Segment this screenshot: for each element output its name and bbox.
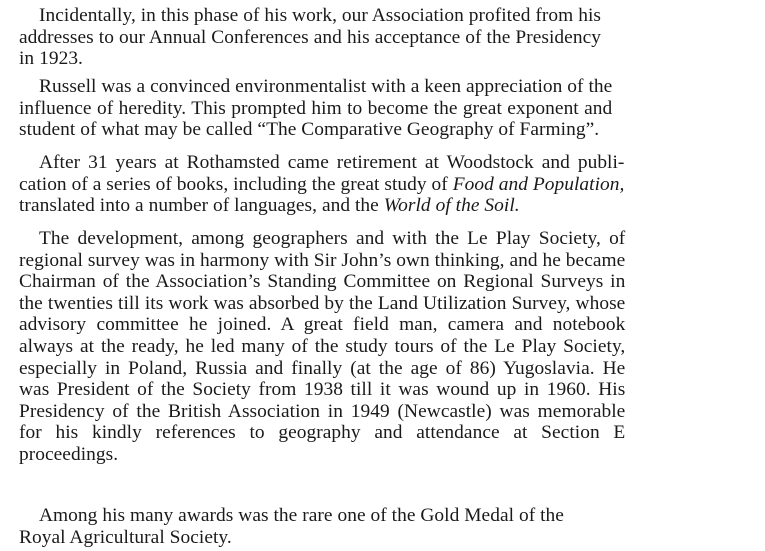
- text-line: was President of the Society from 1938 till it was wound up in 1960. His: [19, 379, 626, 401]
- text-line: proceedings.: [19, 443, 119, 465]
- text-line: the twenties till its work was absorbed by the Land Utilization Survey, whose: [19, 292, 626, 314]
- text-line: influence of heredity. This prompted him to become the great exponent and: [19, 97, 613, 119]
- paragraph-environmentalist: [19, 76, 612, 141]
- book-title-food-and-population: Food and Population,: [452, 173, 625, 195]
- text-line: for his kindly references to geography and attendance at Section E: [19, 422, 626, 444]
- paragraph-awards: [19, 505, 564, 548]
- text-line: regional survey was in harmony with Sir John’s own thinking, and he became: [19, 249, 626, 271]
- text-line: [19, 174, 624, 196]
- text-line: Incidentally, in this phase of his work, our Association profited from his: [39, 5, 601, 26]
- text-line: student of what may be called “The Comparative Geography of Farming”.: [19, 119, 600, 141]
- text-line: Russell was a convinced environmentalist with a keen appreciation of the: [39, 76, 613, 97]
- text-line: Presidency of the British Association in 1949 (Newcastle) was memorable: [19, 400, 626, 422]
- text-line: Royal Agricultural Society.: [19, 526, 232, 548]
- text-line: addresses to our Annual Conferences and his acceptance of the Presidency: [19, 26, 601, 48]
- paragraph-retirement: [19, 152, 624, 217]
- text-line: always at the ready, he led many of the study tours of the Le Play Society,: [19, 335, 626, 357]
- text-line: Among his many awards was the rare one of the Gold Medal of the: [39, 505, 564, 526]
- text-line: [19, 195, 624, 217]
- book-title-world-of-the-soil: World of the Soil.: [383, 195, 520, 217]
- text-line: The development, among geographers and with the Le Play Society, of: [39, 228, 626, 249]
- text-fragment: translated into a number of languages, and the: [19, 195, 384, 217]
- paragraph-presidency: [19, 5, 601, 70]
- text-line: especially in Poland, Russia and finally (at the age of 86) Yugoslavia. He: [19, 357, 626, 379]
- text-line: in 1923.: [19, 48, 83, 70]
- text-line: Chairman of the Association’s Standing Committee on Regional Surveys in: [19, 271, 626, 293]
- text-fragment: cation of a series of books, including the great study of: [19, 173, 453, 195]
- text-line: After 31 years at Rothamsted came retirement at Woodstock and publi-: [39, 152, 625, 173]
- paragraph-regional-survey: [19, 228, 625, 466]
- text-line: advisory committee he joined. A great field man, camera and notebook: [19, 314, 626, 336]
